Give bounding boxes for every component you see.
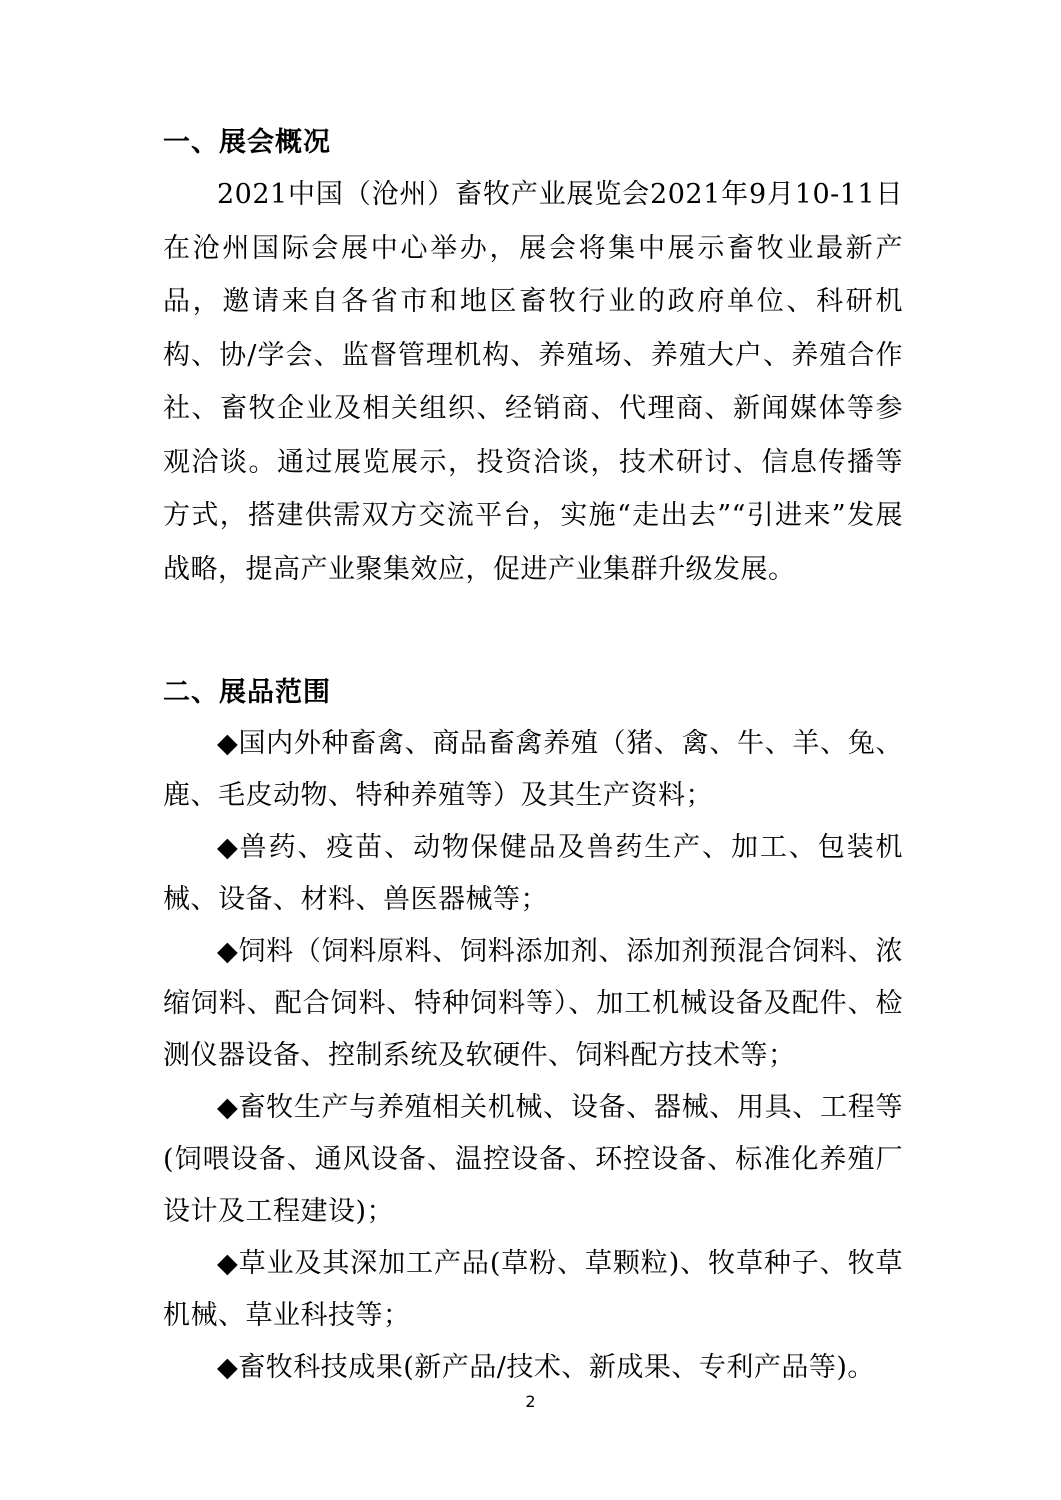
exhibit-item-technology: ◆畜牧科技成果(新产品/技术、新成果、专利产品等)。 — [217, 1352, 875, 1383]
page-content — [163, 118, 903, 1394]
section-gap — [163, 596, 903, 668]
section-heading-exhibit-scope: 二、展品范围 — [163, 677, 331, 708]
page-number: 2 — [525, 1392, 536, 1411]
section-heading-overview: 一、展会概况 — [163, 127, 331, 158]
overview-paragraph: 2021中国（沧州）畜牧产业展览会2021年9月10-11日在沧州国际会展中心举办，展会将集中展示畜牧业最新产品，邀请来自各省市和地区畜牧行业的政府单位、科研机构、协/学会、监督管理机构、养殖场、养殖大户、养殖合作社、畜牧企业及相关组织、经销商、代理商、新闻媒体等参观洽谈。通过展览展示，投资洽谈，技术研讨、信息传播等方式，搭建供需双方交流平台，实施“走出去”“引进来”发展战略，提高产业聚集效应，促进产业集群升级发展。 — [163, 179, 903, 585]
exhibit-item-equipment: ◆畜牧生产与养殖相关机械、设备、器械、用具、工程等(饲喂设备、通风设备、温控设备、环控设备、标准化养殖厂设计及工程建设)； — [163, 1092, 903, 1227]
exhibit-item-grass: ◆草业及其深加工产品(草粉、草颗粒)、牧草种子、牧草机械、草业科技等； — [163, 1248, 903, 1331]
exhibit-item-feed: ◆饲料（饲料原料、饲料添加剂、添加剂预混合饲料、浓缩饲料、配合饲料、特种饲料等）、加工机械设备及配件、检测仪器设备、控制系统及软硬件、饲料配方技术等； — [163, 936, 903, 1071]
exhibit-item-veterinary: ◆兽药、疫苗、动物保健品及兽药生产、加工、包装机械、设备、材料、兽医器械等； — [163, 832, 903, 915]
exhibit-item-livestock: ◆国内外种畜禽、商品畜禽养殖（猪、禽、牛、羊、兔、鹿、毛皮动物、特种养殖等）及其生产资料； — [163, 728, 903, 811]
